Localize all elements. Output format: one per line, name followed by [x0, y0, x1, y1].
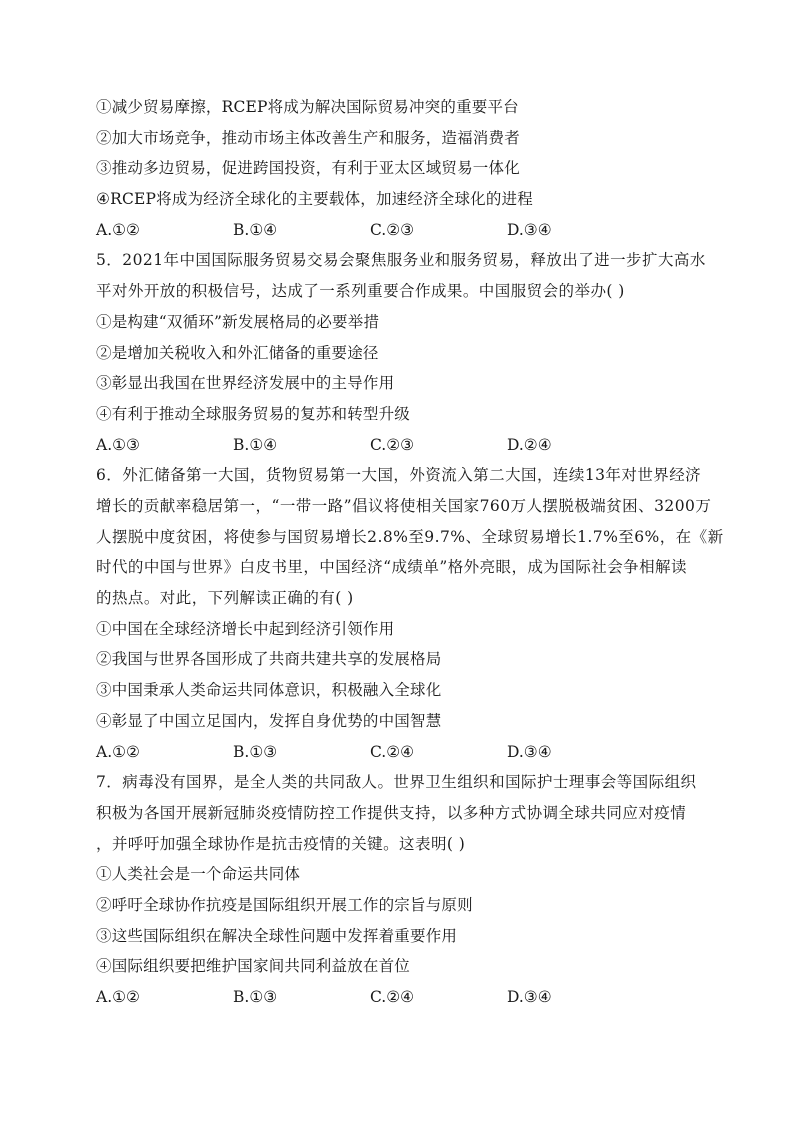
option-b: B.①④	[233, 435, 278, 454]
statement-2: ②加大市场竞争，推动市场主体改善生产和服务，造福消费者	[96, 128, 520, 147]
statement-1: ①减少贸易摩擦，RCEP将成为解决国际贸易冲突的重要平台	[96, 98, 519, 116]
statement-1: ①人类社会是一个命运共同体	[96, 865, 301, 884]
question-stem-line: 的热点。对此，下列解读正确的有( )	[96, 589, 354, 608]
question-6	[96, 460, 724, 767]
question-5	[96, 245, 706, 460]
statement-3: ③推动多边贸易，促进跨国投资，有利于亚太区域贸易一体化	[96, 159, 520, 178]
option-d: D.③④	[507, 988, 552, 1007]
statement-2: ②我国与世界各国形成了共商共建共享的发展格局	[96, 650, 442, 669]
statement-1: ①是构建“双循环”新发展格局的必要举措	[96, 312, 380, 331]
statement-1: ①中国在全球经济增长中起到经济引领作用	[96, 619, 395, 638]
answer-options	[96, 982, 700, 1013]
exam-page	[96, 92, 724, 1013]
question-stem-line: 时代的中国与世界》白皮书里，中国经济“成绩单”格外亮眼，成为国际社会争相解读	[96, 558, 687, 577]
question-stem-line: 增长的贡献率稳居第一，“一带一路”倡议将使相关国家760万人摆脱极端贫困、3200万	[96, 496, 712, 515]
option-a: A.①②	[96, 742, 140, 761]
option-a: A.①②	[96, 988, 140, 1007]
answer-options	[96, 737, 700, 768]
question-7	[96, 767, 700, 1013]
statement-3: ③彰显出我国在世界经济发展中的主导作用	[96, 374, 395, 393]
statement-4: ④国际组织要把维护国家间共同利益放在首位	[96, 957, 411, 976]
option-c: C.②③	[370, 220, 415, 239]
question-4	[96, 92, 700, 245]
statement-2: ②呼吁全球协作抗疫是国际组织开展工作的宗旨与原则	[96, 896, 473, 915]
option-a: A.①③	[96, 435, 140, 454]
statement-4: ④有利于推动全球服务贸易的复苏和转型升级	[96, 404, 411, 423]
question-stem-line: 5．2021年中国国际服务贸易交易会聚焦服务业和服务贸易，释放出了进一步扩大高水	[96, 251, 706, 270]
question-stem-line: 积极为各国开展新冠肺炎疫情防控工作提供支持，以多种方式协调全球共同应对疫情	[96, 803, 687, 822]
statement-2: ②是增加关税收入和外汇储备的重要途径	[96, 343, 379, 362]
option-d: D.③④	[507, 220, 552, 239]
option-d: D.②④	[507, 435, 552, 454]
statement-3: ③中国秉承人类命运共同体意识，积极融入全球化	[96, 681, 442, 700]
question-stem-line: 7．病毒没有国界，是全人类的共同敌人。世界卫生组织和国际护士理事会等国际组织	[96, 773, 697, 792]
option-a: A.①②	[96, 220, 140, 239]
statement-4: ④彰显了中国立足国内，发挥自身优势的中国智慧	[96, 711, 442, 730]
question-stem-line: ，并呼吁加强全球协作是抗击疫情的关键。这表明( )	[96, 834, 466, 853]
option-d: D.③④	[507, 742, 552, 761]
option-b: B.①③	[233, 742, 278, 761]
answer-options	[96, 215, 700, 246]
option-b: B.①④	[233, 220, 278, 239]
option-c: C.②③	[370, 435, 415, 454]
option-c: C.②④	[370, 742, 415, 761]
question-stem-line: 平对外开放的积极信号，达成了一系列重要合作成果。中国服贸会的举办( )	[96, 282, 625, 301]
answer-options	[96, 430, 700, 461]
question-stem-line: 6．外汇储备第一大国，货物贸易第一大国，外资流入第二大国，连续13年对世界经济	[96, 466, 702, 485]
question-stem-line: 人摆脱中度贫困，将使参与国贸易增长2.8%至9.7%、全球贸易增长1.7%至6%，在《新	[96, 527, 724, 546]
option-c: C.②④	[370, 988, 415, 1007]
option-b: B.①③	[233, 988, 278, 1007]
statement-4: ④RCEP将成为经济全球化的主要载体，加速经济全球化的进程	[96, 190, 533, 209]
statement-3: ③这些国际组织在解决全球性问题中发挥着重要作用	[96, 926, 458, 945]
